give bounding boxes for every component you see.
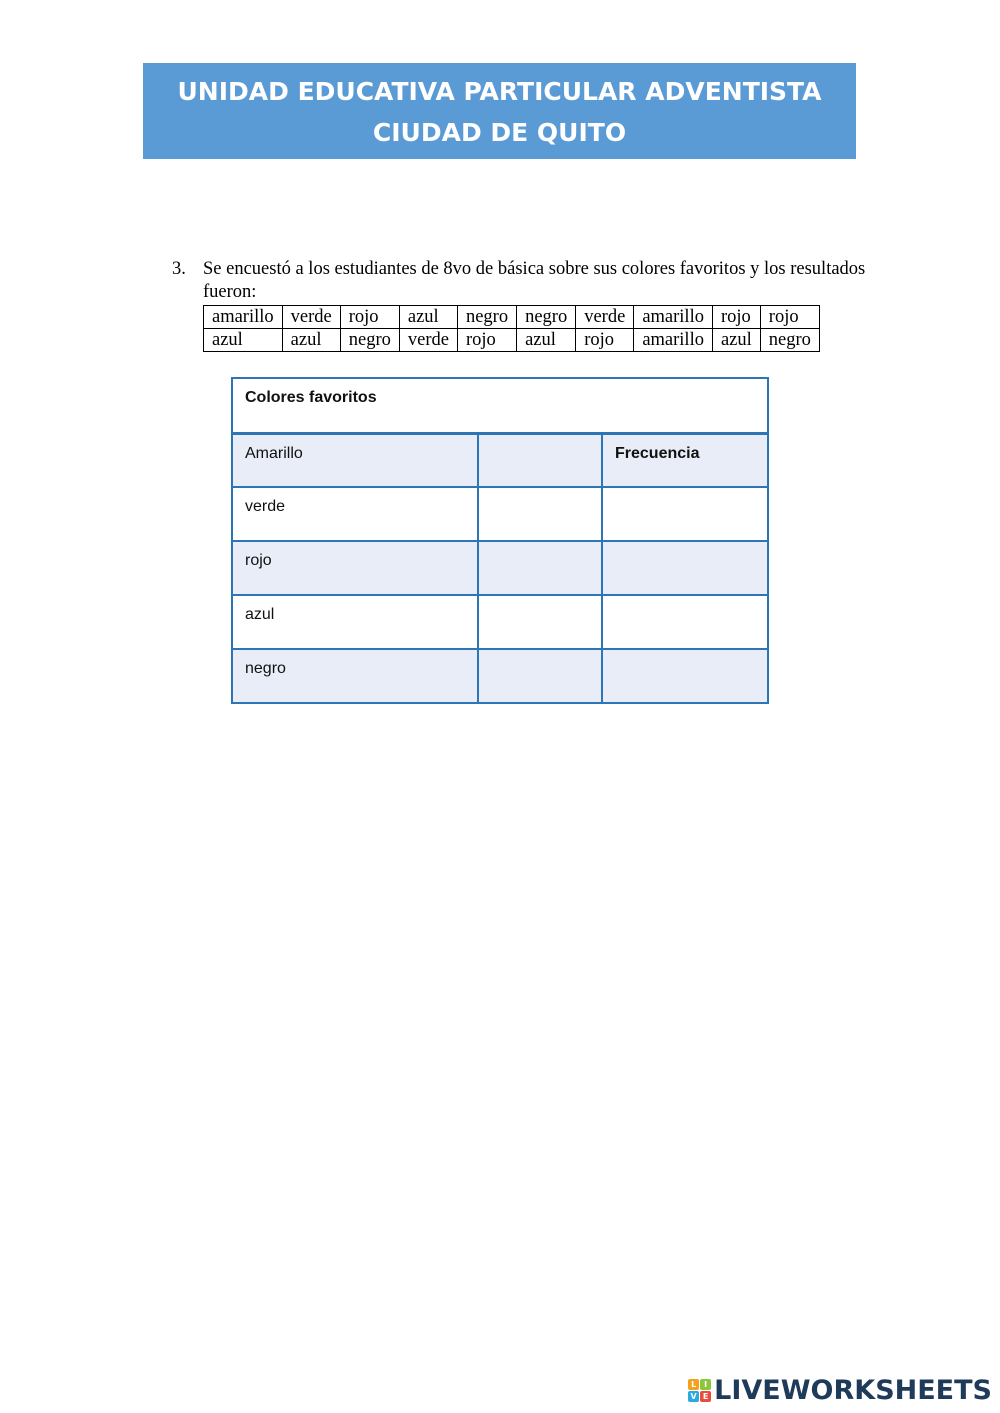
tally-cell[interactable] [478, 541, 602, 595]
survey-cell: amarillo [204, 306, 283, 329]
color-label: Amarillo [232, 433, 478, 487]
liveworksheets-logo-text: LIVEWORKSHEETS [714, 1374, 992, 1406]
school-header-banner [143, 63, 856, 159]
tally-cell[interactable] [478, 487, 602, 541]
survey-cell: verde [399, 329, 457, 352]
frequency-row-azul [232, 595, 768, 649]
tally-cell[interactable] [478, 433, 602, 487]
color-label: azul [232, 595, 478, 649]
color-label: rojo [232, 541, 478, 595]
frequency-header: Frecuencia [602, 433, 768, 487]
tally-cell[interactable] [478, 595, 602, 649]
color-label: negro [232, 649, 478, 703]
frequency-answer-cell[interactable] [602, 487, 768, 541]
frequency-row-amarillo [232, 433, 768, 487]
frequency-answer-cell[interactable] [602, 541, 768, 595]
survey-cell: rojo [340, 306, 399, 329]
survey-cell: verde [282, 306, 340, 329]
survey-cell: azul [399, 306, 457, 329]
tally-cell[interactable] [478, 649, 602, 703]
logo-letter-e: E [700, 1391, 711, 1402]
survey-cell: rojo [457, 329, 516, 352]
survey-cell: negro [517, 306, 576, 329]
frequency-answer-cell[interactable] [602, 649, 768, 703]
survey-cell: azul [204, 329, 283, 352]
survey-cell: rojo [576, 329, 634, 352]
logo-letter-i: I [700, 1379, 711, 1390]
frequency-row-negro [232, 649, 768, 703]
survey-cell: verde [576, 306, 634, 329]
survey-cell: amarillo [634, 306, 713, 329]
frequency-answer-cell[interactable] [602, 595, 768, 649]
survey-row [204, 329, 820, 352]
question-number: 3. [172, 259, 186, 279]
color-label: verde [232, 487, 478, 541]
survey-cell: negro [457, 306, 516, 329]
logo-letter-v: V [688, 1391, 699, 1402]
frequency-table-title: Colores favoritos [232, 378, 768, 433]
survey-cell: negro [340, 329, 399, 352]
frequency-row-verde [232, 487, 768, 541]
survey-cell: azul [712, 329, 760, 352]
survey-cell: amarillo [634, 329, 713, 352]
logo-letter-l: L [688, 1379, 699, 1390]
frequency-table [231, 377, 769, 704]
survey-row [204, 306, 820, 329]
survey-cell: rojo [712, 306, 760, 329]
survey-cell: azul [282, 329, 340, 352]
question-text: Se encuestó a los estudiantes de 8vo de básica sobre sus colores favoritos y los resultados fueron: [203, 259, 866, 302]
school-name-line2: CIUDAD DE QUITO [372, 118, 627, 147]
liveworksheets-logo [688, 1373, 992, 1407]
survey-results-table [203, 305, 820, 352]
frequency-row-rojo [232, 541, 768, 595]
liveworksheets-logo-icon [688, 1379, 711, 1402]
frequency-table-title-row [232, 378, 768, 433]
survey-cell: rojo [760, 306, 819, 329]
question-block [172, 258, 872, 304]
survey-cell: negro [760, 329, 819, 352]
school-name-line1: UNIDAD EDUCATIVA PARTICULAR ADVENTISTA [177, 77, 822, 106]
survey-cell: azul [517, 329, 576, 352]
